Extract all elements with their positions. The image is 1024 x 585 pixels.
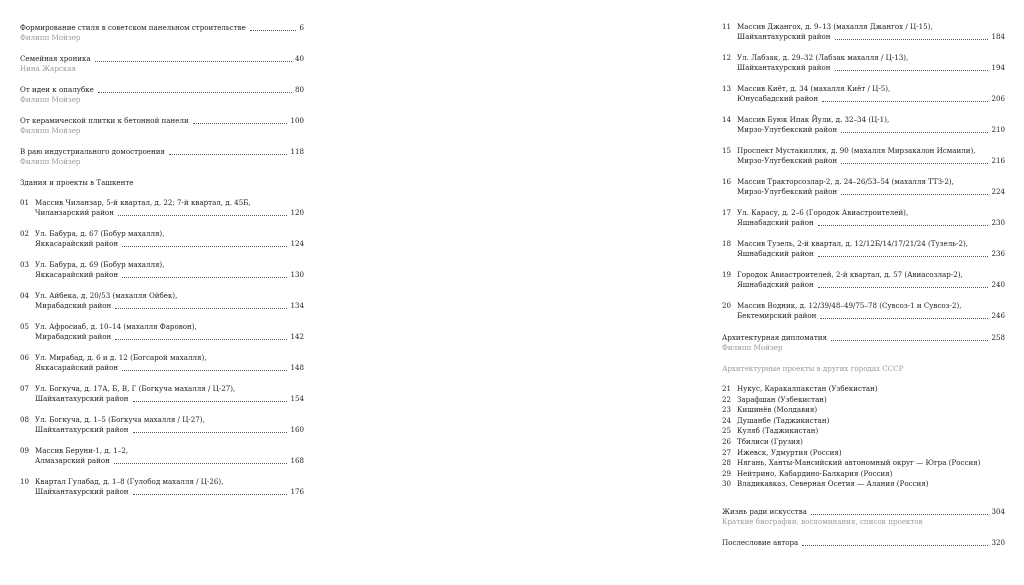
dot-leader	[133, 432, 288, 433]
essay-title: От керамической плитки к бетонной панели	[20, 116, 189, 125]
page-number: 304	[991, 507, 1005, 516]
project-number: 23	[722, 405, 732, 415]
project-address: Ул. Бабура, д. 67 (Бобур махалля),	[35, 229, 165, 238]
essay-title: Послесловие автора	[722, 538, 799, 547]
toc-project-entry[interactable]	[20, 384, 304, 404]
essay-title: В раю индустриального домостроения	[20, 147, 165, 156]
project-address: Проспект Мустакиллик, д. 90 (махалля Мирзакалон Исмаили),	[737, 146, 976, 155]
essay-title: Семейная хроника	[20, 54, 91, 63]
page-number: 148	[290, 363, 304, 372]
toc-project-entry[interactable]	[20, 291, 304, 311]
page-number: 124	[290, 239, 304, 248]
project-number: 26	[722, 436, 732, 446]
dot-leader	[114, 463, 288, 464]
toc-project-entry[interactable]	[722, 115, 1005, 135]
page-number: 224	[991, 187, 1005, 196]
project-district: Мирабадский район	[35, 332, 112, 341]
project-address: Массив Беруни-1, д. 1–2,	[35, 446, 129, 455]
project-district: Юнусабадский район	[737, 94, 819, 103]
list-item[interactable]	[722, 479, 1005, 490]
project-location: Душанбе (Таджикистан)	[737, 415, 830, 425]
toc-project-entry[interactable]	[20, 322, 304, 342]
page-number: 168	[290, 456, 304, 465]
project-address: Массив Чиланзар, 5-й квартал, д. 22; 7-й квартал, д. 45Б,	[35, 198, 251, 207]
project-address: Ул. Карасу, д. 2–6 (Городок Авиастроителей),	[737, 208, 909, 217]
project-address: Ул. Мирабад, д. 6 и д. 12 (Богсарой махалля),	[35, 353, 207, 362]
section-title: Здания и проекты в Ташкенте	[20, 178, 134, 187]
project-district: Мирзо-Улугбекский район	[737, 156, 838, 165]
project-address: Квартал Гулабад, д. 1–8 (Гулобод махалля / Ц-26),	[35, 477, 224, 486]
dot-leader	[835, 39, 989, 40]
dot-leader	[818, 256, 989, 257]
project-location: Нейтрино, Кабардино-Балкария (Россия)	[737, 468, 893, 478]
project-number: 14	[722, 115, 732, 124]
project-district: Яккасарайский район	[35, 239, 119, 248]
project-number: 21	[722, 384, 732, 393]
project-district: Шайхантахурский район	[35, 394, 129, 403]
dot-leader	[98, 92, 292, 93]
toc-project-entry[interactable]	[722, 146, 1005, 166]
project-location: Куляб (Таджикистан)	[737, 426, 819, 436]
project-number: 03	[20, 260, 30, 269]
essay-author: Нина Жарская	[20, 64, 76, 73]
project-number: 29	[722, 468, 732, 478]
essay-title: Формирование стиля в советском панельном строительстве	[20, 23, 246, 32]
essay-author: Филипп Мойзер	[20, 33, 81, 42]
project-location: Нягань, Ханты-Мансийский автономный округ — Югра (Россия)	[737, 458, 981, 468]
project-address: Массив Тузель, 2-й квартал, д. 12/12Б/14/17/21/24 (Тузель-2),	[737, 239, 969, 248]
dot-leader	[193, 123, 288, 124]
page-number: 142	[290, 332, 304, 341]
project-district: Мирабадский район	[35, 301, 112, 310]
dot-leader	[811, 514, 989, 515]
list-item[interactable]	[722, 384, 1005, 395]
project-number: 10	[20, 477, 30, 486]
toc-project-entry[interactable]	[722, 208, 1005, 228]
essay-title: От идеи к опалубке	[20, 85, 94, 94]
dot-leader	[831, 340, 988, 341]
project-number: 06	[20, 353, 30, 362]
project-district: Яшнабадский район	[737, 280, 814, 289]
project-number: 01	[20, 198, 30, 207]
project-number: 04	[20, 291, 30, 300]
page-number: 184	[991, 32, 1005, 41]
project-district: Шайхантахурский район	[737, 63, 831, 72]
dot-leader	[818, 225, 989, 226]
list-item[interactable]	[722, 395, 1005, 406]
list-item[interactable]	[722, 405, 1005, 416]
dot-leader	[169, 154, 288, 155]
dot-leader	[122, 370, 287, 371]
project-address: Массив Буюк Ипак Йули, д. 32–34 (Ц-1),	[737, 115, 890, 124]
page-number: 100	[290, 116, 304, 125]
project-number: 16	[722, 177, 732, 186]
list-item[interactable]	[722, 458, 1005, 469]
project-number: 05	[20, 322, 30, 331]
project-district: Яккасарайский район	[35, 363, 119, 372]
dot-leader	[115, 339, 287, 340]
project-number: 22	[722, 394, 732, 404]
list-item[interactable]	[722, 416, 1005, 427]
project-location: Ижевск, Удмуртия (Россия)	[737, 447, 842, 457]
project-number: 30	[722, 479, 732, 489]
project-location: Зарафшан (Узбекистан)	[737, 394, 827, 404]
dot-leader	[115, 308, 287, 309]
dot-leader	[133, 494, 288, 495]
project-number: 12	[722, 53, 732, 62]
page-number: 258	[991, 333, 1005, 342]
page-number: 176	[290, 487, 304, 496]
essay-title: Архитектурная дипломатия	[722, 333, 827, 342]
toc-project-entry[interactable]	[20, 198, 304, 218]
project-address: Массив Тракторсозлар-2, д. 24–26/53–54 (махалля ТТЗ-2),	[737, 177, 954, 186]
toc-essay-entry[interactable]	[20, 116, 304, 136]
project-district: Мирзо-Улугбекский район	[737, 187, 838, 196]
project-number: 25	[722, 426, 732, 436]
toc-essay-entry[interactable]	[722, 507, 1005, 527]
project-district: Яшнабадский район	[737, 218, 814, 227]
page-number: 118	[290, 147, 304, 156]
essay-author: Филипп Мойзер	[722, 343, 783, 352]
ussr-section-title: Архитектурные проекты в других городах СССР	[722, 364, 904, 373]
project-number: 15	[722, 146, 732, 155]
toc-project-entry[interactable]	[20, 415, 304, 435]
page-number: 130	[290, 270, 304, 279]
ussr-project-list	[722, 384, 1005, 490]
dot-leader	[822, 101, 988, 102]
essay-author: Филипп Мойзер	[20, 126, 81, 135]
page-number: 40	[294, 54, 304, 63]
project-address: Ул. Богкуча, д. 1–5 (Богкуча махалля / Ц-27),	[35, 415, 205, 424]
list-item[interactable]	[722, 469, 1005, 480]
list-item[interactable]	[722, 426, 1005, 437]
project-address: Массив Киёт, д. 34 (махалля Киёт / Ц-5),	[737, 84, 891, 93]
toc-essay-entry[interactable]	[722, 333, 1005, 353]
dot-leader	[818, 287, 989, 288]
toc-project-entry[interactable]	[722, 239, 1005, 259]
page-number: 206	[991, 94, 1005, 103]
list-item[interactable]	[722, 448, 1005, 459]
dot-leader	[820, 318, 988, 319]
page-number: 80	[294, 85, 304, 94]
project-number: 27	[722, 447, 732, 457]
project-number: 11	[722, 22, 732, 31]
essay-author: Филипп Мойзер	[20, 95, 81, 104]
dot-leader	[802, 545, 988, 546]
page-number: 320	[991, 538, 1005, 547]
page-number: 160	[290, 425, 304, 434]
toc-project-entry[interactable]	[20, 477, 304, 497]
essay-author: Филипп Мойзер	[20, 157, 81, 166]
toc-project-entry[interactable]	[722, 177, 1005, 197]
toc-essay-entry[interactable]	[20, 147, 304, 167]
page-number: 246	[991, 311, 1005, 320]
project-address: Ул. Лабзак, д. 29–32 (Лабзак махалля / Ц-13),	[737, 53, 909, 62]
project-location: Нукус, Каракалпакстан (Узбекистан)	[737, 384, 878, 393]
project-address: Массив Джангох, д. 9–13 (махалля Джангох / Ц-15),	[737, 22, 933, 31]
page-number: 236	[991, 249, 1005, 258]
page-number: 194	[991, 63, 1005, 72]
page-number: 210	[991, 125, 1005, 134]
dot-leader	[122, 277, 287, 278]
project-district: Шайхантахурский район	[35, 487, 129, 496]
page-number: 134	[290, 301, 304, 310]
dot-leader	[835, 70, 989, 71]
project-location: Кишинёв (Молдавия)	[737, 405, 818, 415]
page-number: 216	[991, 156, 1005, 165]
dot-leader	[133, 401, 288, 402]
dot-leader	[118, 215, 288, 216]
toc-essay-entry[interactable]	[20, 23, 304, 43]
toc-project-entry[interactable]	[20, 260, 304, 280]
project-district: Яшнабадский район	[737, 249, 814, 258]
toc-project-entry[interactable]	[20, 446, 304, 466]
page-number: 120	[290, 208, 304, 217]
project-number: 19	[722, 270, 732, 279]
project-location: Тбилиси (Грузия)	[737, 436, 803, 446]
dot-leader	[95, 61, 292, 62]
project-number: 09	[20, 446, 30, 455]
project-number: 17	[722, 208, 732, 217]
project-address: Городок Авиастроителей, 2-й квартал, д. 57 (Авиасозлар-2),	[737, 270, 963, 279]
toc-essay-entry[interactable]	[722, 538, 1005, 548]
page-number: 6	[299, 23, 304, 32]
toc-project-entry[interactable]	[722, 22, 1005, 42]
dot-leader	[841, 163, 988, 164]
toc-essay-entry[interactable]	[20, 54, 304, 74]
dot-leader	[250, 30, 297, 31]
project-district: Мирзо-Улугбекский район	[737, 125, 838, 134]
project-number: 28	[722, 458, 732, 468]
project-district: Яккасарайский район	[35, 270, 119, 279]
project-district: Шайхантахурский район	[737, 32, 831, 41]
project-address: Ул. Айбека, д. 20/53 (махалля Ойбек),	[35, 291, 178, 300]
toc-project-entry[interactable]	[722, 270, 1005, 290]
project-address: Ул. Афросиаб, д. 10–14 (махалля Фаровон),	[35, 322, 197, 331]
list-item[interactable]	[722, 437, 1005, 448]
page-number: 154	[290, 394, 304, 403]
toc-project-entry[interactable]	[722, 84, 1005, 104]
project-address: Массив Водник, д. 12/39/48–49/75–78 (Сувсоз-1 и Сувсоз-2),	[737, 301, 962, 310]
project-number: 07	[20, 384, 30, 393]
project-district: Чиланзарский район	[35, 208, 114, 217]
essay-title: Жизнь ради искусства	[722, 507, 807, 516]
project-location: Владикавказ, Северная Осетия — Алания (Россия)	[737, 479, 929, 489]
project-number: 18	[722, 239, 732, 248]
project-number: 24	[722, 415, 732, 425]
toc-essay-entry[interactable]	[20, 85, 304, 105]
essay-subtitle: Краткие биографии, воспоминания, список проектов	[722, 517, 923, 526]
toc-project-entry[interactable]	[722, 53, 1005, 73]
project-number: 02	[20, 229, 30, 238]
page-number: 240	[991, 280, 1005, 289]
dot-leader	[841, 194, 988, 195]
project-number: 20	[722, 301, 732, 310]
project-district: Алмазарский район	[35, 456, 110, 465]
page-number: 230	[991, 218, 1005, 227]
project-address: Ул. Бабура, д. 69 (Бобур махалля),	[35, 260, 165, 269]
project-district: Бектемирский район	[737, 311, 817, 320]
project-number: 13	[722, 84, 732, 93]
project-district: Шайхантахурский район	[35, 425, 129, 434]
dot-leader	[122, 246, 287, 247]
dot-leader	[841, 132, 988, 133]
toc-project-entry[interactable]	[20, 229, 304, 249]
toc-project-entry[interactable]	[20, 353, 304, 373]
project-address: Ул. Богкуча, д. 17А, Б, В, Г (Богкуча махалля / Ц-27),	[35, 384, 236, 393]
toc-project-entry[interactable]	[722, 301, 1005, 321]
project-number: 08	[20, 415, 30, 424]
